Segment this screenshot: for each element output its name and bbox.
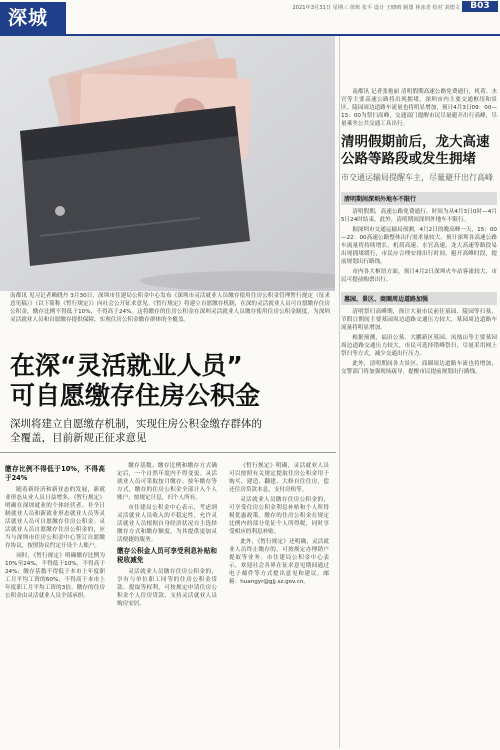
section-kicker: 缴存比例不得低于10%，不得高于24%	[5, 465, 105, 482]
body-column-2	[117, 462, 217, 610]
right-story-headline: 清明假期前后，龙大高速公路等路段或发生拥堵	[341, 134, 490, 167]
dateline: 2021年3月31日 星期三 值班 张平 设计 王晓晴 制图 林冰青 校对 刘德文	[292, 5, 460, 11]
section-bar: 清明期间深圳外地车不限行	[341, 192, 497, 205]
body-paragraph: 灵活就业人员缴存住房公积金的，可享受住房公积金利息补贴和个人所得税优惠政策。缴存的住房公积金在规定比例内的部分免征个人所得税，同时享受相应的利息补贴。	[229, 497, 329, 535]
page-number: B03	[462, 1, 498, 12]
right-story-subhead: 市交通运输局提醒车主，尽量避开出行高峰	[341, 173, 493, 182]
body-paragraph: 清明祭扫高峰期，预计大量市民前往墓园、陵园等扫墓，节假日期间主要墓园周边道路交通压力较大，墓园周边道路车流量将明显增加。	[341, 309, 497, 331]
body-paragraph: 南都讯 记者张艳丽 清明假期高速公路免费通行，机荷、水官等主要高速公路将出现拥堵，深圳市内主要交通枢纽和景区、陵园周边道路车流量也将明显增加，预计4月3日09：00—13：00为祭扫高峰，交通部门提醒市民尽量避开出行高峰，尽量乘坐公共交通工具出行。	[341, 89, 497, 127]
body-paragraph: 此外，《暂行规定》还明确，灵活就业人员终止缴存的，可按规定办理销户提取等业务。市住建局公积金中心表示，欢迎社会各界在征求意见期间通过电子邮件等方式提出意见和建议，邮箱：huangyr@gjj.sz.gov.cn。	[229, 539, 329, 585]
wallet-photo-illustration	[0, 36, 335, 291]
section-bar: 墓园、景区、商圈周边道路加强	[341, 292, 497, 305]
section-kicker: 缴存公积金人员可享受利息补贴和税收减免	[117, 547, 217, 564]
headline-rule	[0, 452, 336, 453]
subheadline-line-2: 全覆盖，目前新规正征求意见	[10, 432, 147, 444]
body-paragraph: 《暂行规定》明确，灵活就业人员可以按照有关规定提取住房公积金用于购买、建造、翻建、大修自住住房，偿还住房贷款本息，支付房租等。	[229, 463, 329, 493]
body-paragraph: 根据预测，福田公墓、大鹏新区墓园、凤凰山等主要墓园周边道路交通压力较大，市民可选择错峰祭扫，尽量采用网上祭扫等方式，减少交通出行压力。	[341, 335, 497, 357]
subheadline-line-1: 深圳将建立自愿缴存机制，实现住房公积金缴存群体的	[10, 418, 262, 430]
body-paragraph: 清明假期，高速公路免费通行，时间为从4月3日0时—4月5日24时结束，此外，清明期间深圳外地车不限行。	[341, 209, 497, 223]
headline	[10, 351, 340, 411]
headline-line-1: 在深“灵活就业人员”	[10, 351, 243, 380]
headline-line-2: 可自愿缴存住房公积金	[10, 381, 261, 410]
body-column-1	[5, 462, 105, 602]
right-story-body-2	[341, 308, 497, 376]
right-story-body-1	[341, 208, 497, 284]
body-paragraph: 灵活就业人员缴存住房公积金的，享有与单位职工同等的住房公积金贷款、提取等权利，可按规定申请住房公积金个人住房贷款，支持灵活就业人员购房安居。	[117, 569, 217, 607]
right-story	[341, 88, 497, 378]
body-paragraph: 缴存基数、缴存比例和缴存方式确定后，一个自然年度内不得变更。灵活就业人员可采取按月缴存、按年缴存等方式，缴存的住房公积金全部计入个人账户，按规定计息，归个人所有。	[117, 463, 217, 501]
wallet-graphic	[20, 106, 250, 266]
body-paragraph: 同时，《暂行规定》明确缴存比例为10%至24%，不得低于10%，不得高于24%；缴存基数不得低于本市上年度职工月平均工资的60%，不得高于本市上年度职工月平均工资的3倍。缴存的住房公积金由灵活就业人员全部承担。	[5, 553, 105, 599]
body-paragraph: 随着新经济和新业态的发展，新就业形态从业人员日益增多，《暂行规定》明确在深圳就业的个体经营者、非全日制就业人员和新就业形态就业人员等灵活就业人员可自愿缴存住房公积金。灵活就业人员自愿缴存住房公积金的，应当与深圳市住房公积金中心签订自愿缴存协议，按照协议约定开设个人账户。	[5, 487, 105, 549]
body-column-3	[229, 462, 329, 588]
body-paragraph: 此外，清明期间各大景区、商圈周边道路车流也将增加，交警部门将加强现场疏导，提醒市民提前规划出行路线。	[341, 361, 497, 375]
subheadline	[10, 417, 340, 445]
body-paragraph: 据深圳市交通运输局预测，4月2日的晚高峰一天，15：00—22：00高速公路整体出行需求量较大。预计深圳各高速公路车流量将持续增长，机荷高速、水官高速、龙大高速等路段易出现拥堵缓行，市民应合理安排出行时间，避开高峰时段，提前规划出行路线。	[341, 227, 497, 265]
lede-paragraph: 南都讯 见习记者赖晓丹 3月30日，深圳市住建局公积金中心发布《深圳市灵活就业人员缴存使用住房公积金管理暂行规定（征求意见稿）》（以下简称《暂行规定》）向社会公开征求意见。《暂行规定》将建立自愿缴存机制，在深的灵活就业人员可自愿缴存住房公积金，缴存比例不得低于10%，不得高于24%。这将缴存的住房公积金在深圳灵活就业人员缴存使用住房公积金制度，为深圳灵活就业人员和自愿缴存提供保障，实现住房公积金缴存群体的全覆盖。	[10, 293, 330, 323]
body-paragraph: 市内各大枢纽方面，预计4月2日深圳火车站客流较大，市民可提前购票出行。	[341, 269, 497, 283]
body-paragraph: 市住建局公积金中心表示，考虑到灵活就业人员收入的不稳定性，允许灵活就业人员根据自身经济状况自主选择缴存方式和缴存额度，为其提供更加灵活便捷的服务。	[117, 505, 217, 543]
wallet-illustration-svg	[0, 36, 335, 291]
section-tag: 深城	[0, 2, 66, 34]
right-story-lede	[341, 88, 497, 128]
